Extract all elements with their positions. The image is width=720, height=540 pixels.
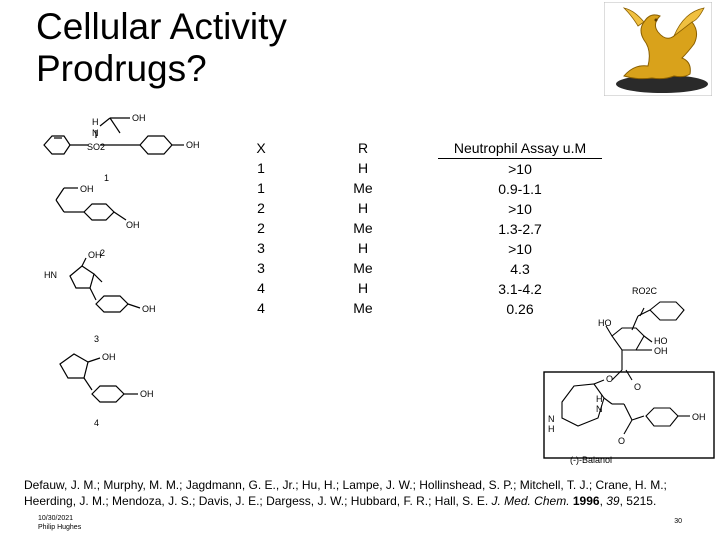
svg-text:OH: OH bbox=[186, 140, 200, 150]
cell-assay: 3.1-4.2 bbox=[498, 281, 542, 297]
svg-text:OH: OH bbox=[80, 184, 94, 194]
svg-text:H: H bbox=[596, 394, 603, 404]
svg-text:OH: OH bbox=[142, 304, 156, 314]
cell-r: H bbox=[357, 200, 369, 216]
griffin-logo-icon bbox=[604, 2, 712, 96]
so2-label: SO2 bbox=[87, 142, 106, 152]
cell-x: 3 bbox=[257, 240, 265, 256]
svg-text:O: O bbox=[618, 436, 626, 446]
balanol-structure bbox=[540, 280, 718, 470]
cell-assay: 4.3 bbox=[510, 261, 530, 277]
citation-authors: Defauw, J. M.; Murphy, M. M.; Jagdmann, G. E., Jr.; Hu, H.; Lampe, J. W.; Hollinshead, S. P.; Mitchell, T. J.; Crane, H. M.; Heerding, J. M.; Mendoza, J. S.; Davis, J. E.; Dargess, J. W.; Hubbard, F. R.; Hall, S. E. bbox=[24, 478, 667, 508]
structure-3-label: 3 bbox=[94, 334, 100, 344]
svg-text:HO: HO bbox=[654, 336, 668, 346]
header-r: R bbox=[357, 140, 369, 156]
svg-text:N: N bbox=[92, 128, 99, 138]
footer-author: Philip Hughes bbox=[38, 524, 82, 531]
structure-2 bbox=[56, 184, 140, 258]
cell-assay: >10 bbox=[508, 201, 532, 217]
svg-text:OH: OH bbox=[102, 352, 116, 362]
cell-assay: 0.26 bbox=[506, 301, 534, 317]
cell-r: Me bbox=[353, 180, 373, 196]
cell-r: H bbox=[357, 160, 369, 176]
structure-1-label: 1 bbox=[104, 173, 110, 183]
svg-text:O: O bbox=[606, 374, 614, 384]
slide-title bbox=[36, 6, 287, 90]
svg-text:O: O bbox=[634, 382, 642, 392]
structure-2-label: 2 bbox=[100, 248, 106, 258]
cell-r: H bbox=[357, 280, 369, 296]
citation-journal: J. Med. Chem. bbox=[491, 494, 570, 508]
footer-info bbox=[38, 514, 81, 532]
cell-r: Me bbox=[353, 300, 373, 316]
svg-text:N: N bbox=[596, 404, 603, 414]
footer-date: 10/30/2021 bbox=[38, 515, 74, 522]
cell-x: 1 bbox=[257, 160, 265, 176]
citation-volume: 39 bbox=[606, 494, 620, 508]
svg-text:HO: HO bbox=[598, 318, 612, 328]
slide-number: 30 bbox=[674, 518, 682, 525]
cell-assay: >10 bbox=[508, 241, 532, 257]
cell-x: 2 bbox=[257, 200, 265, 216]
cell-x: 1 bbox=[257, 180, 265, 196]
svg-text:HN: HN bbox=[44, 270, 57, 280]
column-r bbox=[328, 138, 398, 318]
svg-text:OH: OH bbox=[88, 250, 102, 260]
citation-year: 1996 bbox=[572, 494, 600, 508]
svg-text:OH: OH bbox=[126, 220, 140, 230]
title-line-1: Cellular Activity bbox=[36, 6, 287, 47]
header-x: X bbox=[256, 140, 266, 156]
cell-assay: 0.9-1.1 bbox=[498, 181, 542, 197]
cell-x: 4 bbox=[257, 280, 265, 296]
cell-x: 2 bbox=[257, 220, 265, 236]
cell-assay: >10 bbox=[508, 161, 532, 177]
svg-text:OH: OH bbox=[140, 389, 154, 399]
cell-assay: 1.3-2.7 bbox=[498, 221, 542, 237]
title-line-2: Prodrugs? bbox=[36, 48, 207, 89]
svg-text:N: N bbox=[548, 414, 555, 424]
column-x bbox=[246, 138, 276, 318]
structure-1-nh-label: H bbox=[92, 117, 99, 127]
prodrug-structures bbox=[30, 108, 230, 438]
svg-text:OH: OH bbox=[654, 346, 668, 356]
svg-text:OH: OH bbox=[692, 412, 706, 422]
structure-4 bbox=[60, 352, 154, 428]
structure-4-label: 4 bbox=[94, 418, 100, 428]
cell-x: 3 bbox=[257, 260, 265, 276]
citation: Defauw, J. M.; Murphy, M. M.; Jagdmann, G. E., Jr.; Hu, H.; Lampe, J. W.; Hollinshead, S. P.; Mitchell, T. J.; Crane, H. M.; Heerding, J. M.; Mendoza, J. S.; Davis, J. E.; Dargess, J. W.; Hubbard, F. R.; Hall, S. E. J. Med. Chem. 1996, 39, 5215. bbox=[24, 478, 667, 508]
cell-r: Me bbox=[353, 220, 373, 236]
structure-1 bbox=[44, 113, 200, 183]
cell-x: 4 bbox=[257, 300, 265, 316]
balanol-caption: (-)-Balanol bbox=[570, 455, 613, 465]
cell-r: H bbox=[357, 240, 369, 256]
svg-text:H: H bbox=[548, 424, 555, 434]
structure-3 bbox=[44, 250, 156, 344]
svg-text:RO2C: RO2C bbox=[632, 286, 658, 296]
header-assay: Neutrophil Assay u.M bbox=[438, 138, 602, 159]
svg-text:OH: OH bbox=[132, 113, 146, 123]
citation-pages: , 5215. bbox=[619, 494, 657, 508]
cell-r: Me bbox=[353, 260, 373, 276]
